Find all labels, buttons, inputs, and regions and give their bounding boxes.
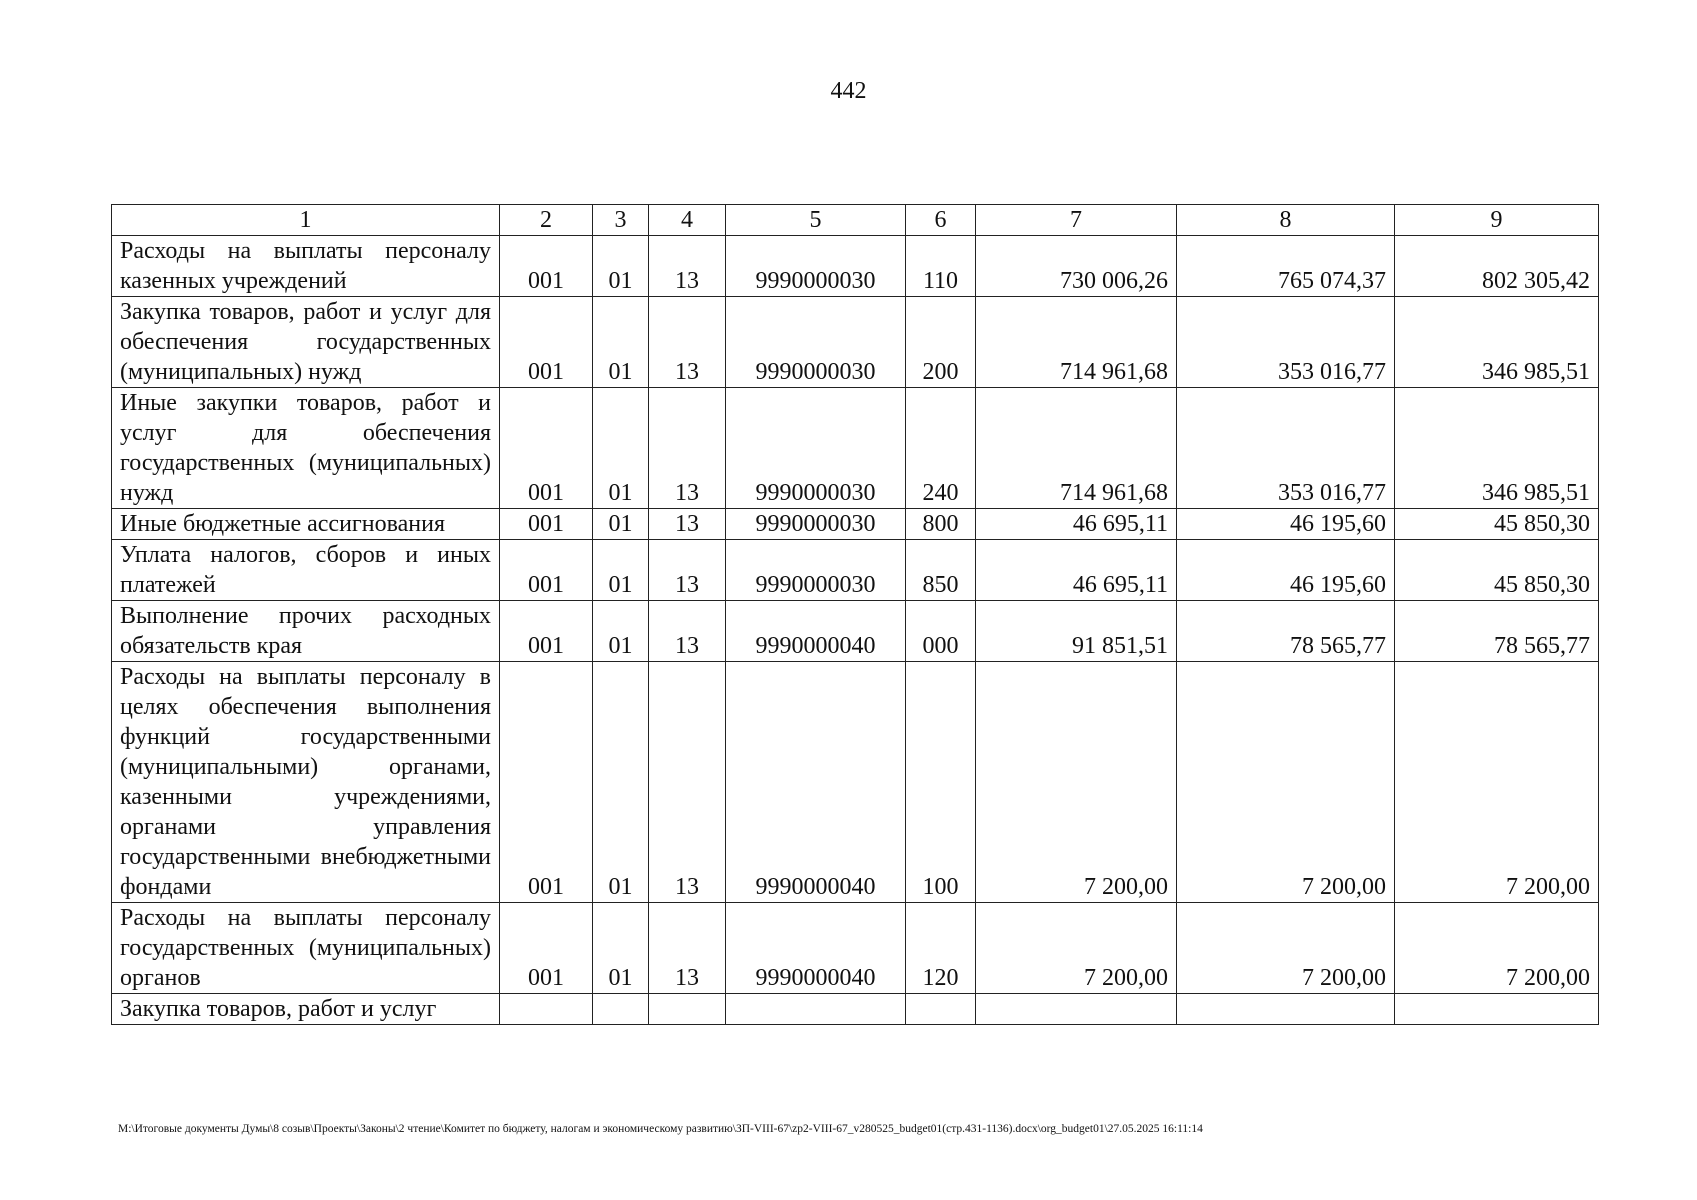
cell-expense-type: 200 (906, 297, 976, 388)
cell-expense-type: 240 (906, 388, 976, 509)
cell-subsection: 13 (649, 388, 726, 509)
cell-amount-col9: 45 850,30 (1395, 509, 1599, 540)
cell-target-article: 9990000030 (726, 509, 906, 540)
cell-amount-col9: 346 985,51 (1395, 388, 1599, 509)
cell-section: 01 (593, 236, 649, 297)
header-cell: 5 (726, 205, 906, 236)
table-row (112, 509, 1599, 540)
row-description: Иные бюджетные ассигнования (112, 509, 500, 540)
cell-section: 01 (593, 509, 649, 540)
cell-amount-col8: 78 565,77 (1177, 601, 1395, 662)
cell-expense-type: 000 (906, 601, 976, 662)
cell-subsection: 13 (649, 540, 726, 601)
header-cell: 1 (112, 205, 500, 236)
cell-subsection: 13 (649, 903, 726, 994)
cell-expense-type: 120 (906, 903, 976, 994)
cell-amount-col8: 46 195,60 (1177, 540, 1395, 601)
footer-file-path: M:\Итоговые документы Думы\8 созыв\Проекты\Законы\2 чтение\Комитет по бюджету, налогам и экономическому развитию\ЗП-VIII-67\zp2-VIII-67_v280525_budget01(стр.431-1136).docx\org_budget01\27.05.2025 16:11:14 (118, 1123, 1203, 1135)
cell-amount-col9: 45 850,30 (1395, 540, 1599, 601)
cell-subsection: 13 (649, 297, 726, 388)
header-cell: 9 (1395, 205, 1599, 236)
cell-amount-col8: 7 200,00 (1177, 662, 1395, 903)
cell-amount-col9: 78 565,77 (1395, 601, 1599, 662)
table-row (112, 236, 1599, 297)
cell-target-article: 9990000030 (726, 297, 906, 388)
row-description: Расходы на выплаты персоналу государственных (муниципальных) органов (112, 903, 500, 994)
cell-ministry-code: 001 (500, 236, 593, 297)
cell-amount-col9: 7 200,00 (1395, 903, 1599, 994)
cell-section: 01 (593, 662, 649, 903)
row-description: Расходы на выплаты персоналу казенных учреждений (112, 236, 500, 297)
table-row (112, 903, 1599, 994)
cell-section: 01 (593, 540, 649, 601)
cell-target-article: 9990000030 (726, 388, 906, 509)
row-description: Расходы на выплаты персоналу в целях обеспечения выполнения функций государственными (муниципальными) органами, казенными учреждениями, органами управления государственными внебюджетными фондами (112, 662, 500, 903)
cell-amount-col7: 714 961,68 (976, 297, 1177, 388)
cell-amount-col7: 7 200,00 (976, 662, 1177, 903)
cell-target-article: 9990000030 (726, 540, 906, 601)
row-description: Иные закупки товаров, работ и услуг для обеспечения государственных (муниципальных) нужд (112, 388, 500, 509)
cell-section (593, 994, 649, 1025)
cell-ministry-code: 001 (500, 601, 593, 662)
cell-subsection (649, 994, 726, 1025)
cell-amount-col8 (1177, 994, 1395, 1025)
cell-amount-col9: 7 200,00 (1395, 662, 1599, 903)
cell-target-article: 9990000030 (726, 236, 906, 297)
cell-ministry-code: 001 (500, 297, 593, 388)
cell-amount-col8: 353 016,77 (1177, 388, 1395, 509)
table-row (112, 297, 1599, 388)
header-cell: 6 (906, 205, 976, 236)
cell-amount-col8: 46 195,60 (1177, 509, 1395, 540)
cell-amount-col8: 7 200,00 (1177, 903, 1395, 994)
cell-section: 01 (593, 601, 649, 662)
cell-amount-col7: 46 695,11 (976, 509, 1177, 540)
cell-expense-type (906, 994, 976, 1025)
cell-ministry-code: 001 (500, 540, 593, 601)
row-description: Уплата налогов, сборов и иных платежей (112, 540, 500, 601)
cell-ministry-code: 001 (500, 903, 593, 994)
cell-subsection: 13 (649, 662, 726, 903)
header-cell: 7 (976, 205, 1177, 236)
cell-ministry-code: 001 (500, 388, 593, 509)
page-number: 442 (830, 78, 867, 104)
cell-amount-col7: 46 695,11 (976, 540, 1177, 601)
row-description: Выполнение прочих расходных обязательств края (112, 601, 500, 662)
table-row (112, 540, 1599, 601)
cell-amount-col7: 7 200,00 (976, 903, 1177, 994)
row-description: Закупка товаров, работ и услуг (112, 994, 500, 1025)
cell-target-article: 9990000040 (726, 662, 906, 903)
table-row (112, 388, 1599, 509)
table-row (112, 601, 1599, 662)
cell-expense-type: 850 (906, 540, 976, 601)
cell-ministry-code: 001 (500, 662, 593, 903)
cell-section: 01 (593, 297, 649, 388)
cell-subsection: 13 (649, 236, 726, 297)
header-cell: 4 (649, 205, 726, 236)
cell-amount-col7: 714 961,68 (976, 388, 1177, 509)
cell-amount-col8: 765 074,37 (1177, 236, 1395, 297)
header-row (112, 205, 1599, 236)
cell-amount-col7: 91 851,51 (976, 601, 1177, 662)
cell-expense-type: 110 (906, 236, 976, 297)
cell-amount-col7 (976, 994, 1177, 1025)
cell-target-article: 9990000040 (726, 903, 906, 994)
cell-subsection: 13 (649, 509, 726, 540)
cell-amount-col7: 730 006,26 (976, 236, 1177, 297)
cell-expense-type: 800 (906, 509, 976, 540)
cell-ministry-code (500, 994, 593, 1025)
header-cell: 8 (1177, 205, 1395, 236)
cell-amount-col9: 346 985,51 (1395, 297, 1599, 388)
header-cell: 3 (593, 205, 649, 236)
table-row (112, 994, 1599, 1025)
budget-table (111, 204, 1599, 1025)
cell-target-article: 9990000040 (726, 601, 906, 662)
cell-expense-type: 100 (906, 662, 976, 903)
cell-section: 01 (593, 903, 649, 994)
cell-target-article (726, 994, 906, 1025)
cell-ministry-code: 001 (500, 509, 593, 540)
row-description: Закупка товаров, работ и услуг для обеспечения государственных (муниципальных) нужд (112, 297, 500, 388)
header-cell: 2 (500, 205, 593, 236)
cell-amount-col8: 353 016,77 (1177, 297, 1395, 388)
table-row (112, 662, 1599, 903)
cell-amount-col9 (1395, 994, 1599, 1025)
cell-subsection: 13 (649, 601, 726, 662)
cell-amount-col9: 802 305,42 (1395, 236, 1599, 297)
cell-section: 01 (593, 388, 649, 509)
